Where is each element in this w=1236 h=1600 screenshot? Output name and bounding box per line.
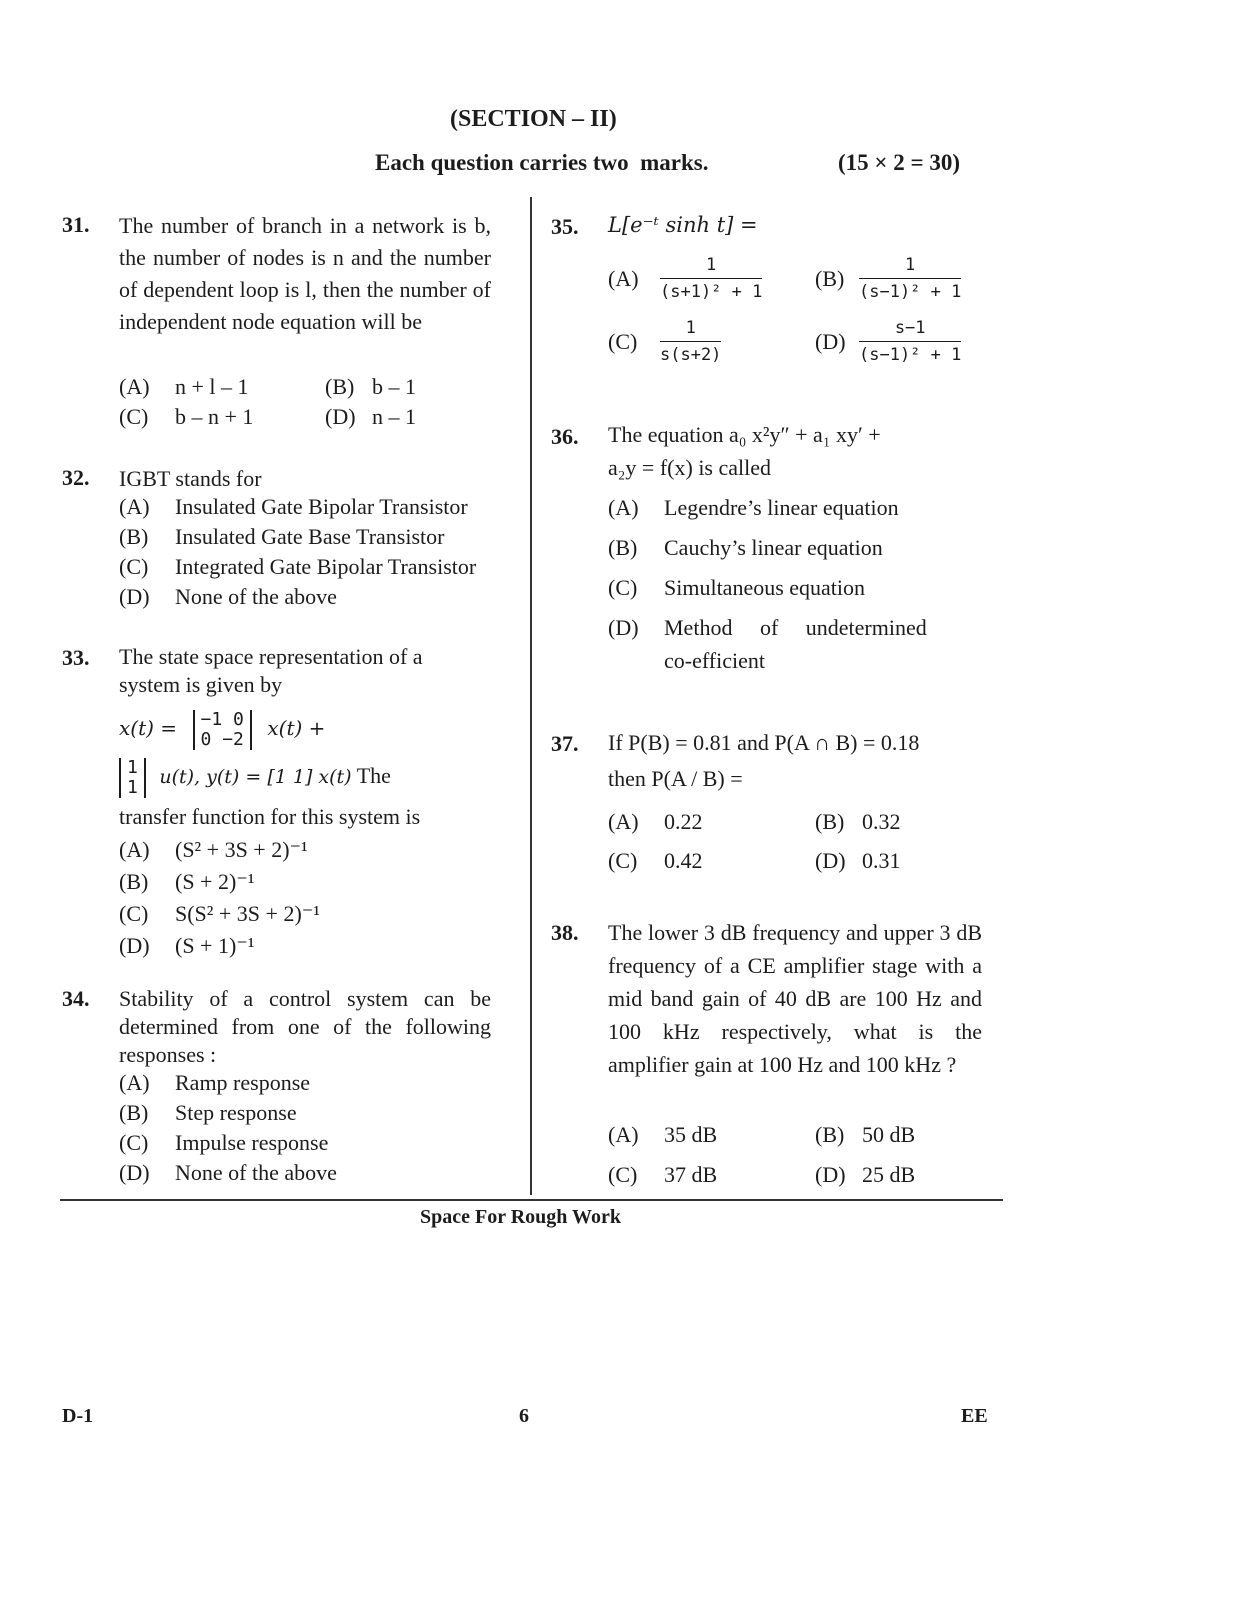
option-d[interactable]: (D) (S + 1)⁻¹ <box>119 933 255 958</box>
option-a[interactable]: (A) Ramp response <box>119 1070 311 1095</box>
rough-work-divider <box>60 1199 1003 1201</box>
option-d[interactable]: (D) None of the above <box>119 584 337 609</box>
state-equation-line1 <box>119 710 325 750</box>
option-d[interactable]: (D) 0.31 <box>815 848 901 873</box>
question-text-line1: The equation a₀ x²y″ + a₁ xy′ + <box>608 422 881 447</box>
footer-code: D-1 <box>62 1405 94 1427</box>
option-a[interactable]: (A) 35 dB <box>608 1122 718 1147</box>
option-b[interactable]: (B) Cauchy’s linear equation <box>608 535 883 560</box>
option-c[interactable]: (C) S(S² + 3S + 2)⁻¹ <box>119 901 320 926</box>
option-a[interactable]: (A) Insulated Gate Bipolar Transistor <box>119 494 468 519</box>
option-b[interactable]: (B) (S + 2)⁻¹ <box>119 869 255 894</box>
page-number: 6 <box>519 1405 529 1427</box>
question-number: 38. <box>551 920 579 945</box>
option-a[interactable]: (A) $\frac{1}{\text{(s+1)² + 1}}$ <box>608 255 763 302</box>
question-number: 32. <box>62 465 90 490</box>
option-b[interactable]: (B) Insulated Gate Base Transistor <box>119 524 445 549</box>
question-text-line2: then P(A / B) = <box>608 766 743 791</box>
option-d[interactable]: (D) 25 dB <box>815 1162 916 1187</box>
footer-subject: EE <box>961 1405 988 1427</box>
option-b[interactable]: (B) b – 1 <box>325 374 416 399</box>
option-d[interactable]: (D) n – 1 <box>325 404 416 429</box>
option-d[interactable]: (D) Method of undetermined <box>608 615 927 640</box>
instruction-text: Each question carries two marks. <box>375 150 709 175</box>
matrix-a: −1 0 0 −2 <box>193 710 252 750</box>
state-equation-line2 <box>119 758 391 798</box>
question-text: Stability of a control system can be determined from one of the following responses : <box>119 986 491 1067</box>
question-number: 35. <box>551 214 579 239</box>
rough-work-label: Space For Rough Work <box>420 1206 621 1228</box>
question-text: The number of branch in a network is b, the number of nodes is n and the number of dependent loop is l, then the number of independent node equation will be <box>119 213 491 334</box>
option-c[interactable]: (C) Simultaneous equation <box>608 575 866 600</box>
question-number: 37. <box>551 731 579 756</box>
question-text: L[e⁻ᵗ sinh t] = <box>608 213 758 237</box>
option-b[interactable]: (B) $\frac{1}{\text{(s−1)² + 1}}$ <box>815 255 962 302</box>
question-text: The state space representation of a system is given by <box>119 644 423 697</box>
option-d[interactable]: (D) None of the above <box>119 1160 337 1185</box>
option-a[interactable]: (A) (S² + 3S + 2)⁻¹ <box>119 837 308 862</box>
option-a[interactable]: (A) Legendre’s linear equation <box>608 495 899 520</box>
option-b[interactable]: (B) 0.32 <box>815 809 901 834</box>
question-number: 34. <box>62 986 90 1011</box>
option-d-continued: co-efficient <box>664 648 765 673</box>
marks-text: (15 × 2 = 30) <box>838 150 961 175</box>
option-a[interactable]: (A) 0.22 <box>608 809 703 834</box>
option-c[interactable]: (C) 37 dB <box>608 1162 718 1187</box>
option-c[interactable]: (C) 0.42 <box>608 848 703 873</box>
option-c[interactable]: (C) $\frac{1}{s(s+2)}$ <box>608 318 722 365</box>
question-text: IGBT stands for <box>119 466 262 491</box>
question-text-tail: transfer function for this system is <box>119 804 421 829</box>
matrix-b: 1 1 <box>119 758 146 798</box>
column-divider <box>530 197 532 1195</box>
question-text-line1: If P(B) = 0.81 and P(A ∩ B) = 0.18 <box>608 730 920 755</box>
option-c[interactable]: (C) b – n + 1 <box>119 404 254 429</box>
option-a[interactable]: (A) n + l – 1 <box>119 374 249 399</box>
option-c[interactable]: (C) Integrated Gate Bipolar Transistor <box>119 554 477 579</box>
text-after-equation: The <box>356 763 391 789</box>
question-number: 31. <box>62 212 90 237</box>
question-number: 36. <box>551 424 579 449</box>
option-b[interactable]: (B) 50 dB <box>815 1122 916 1147</box>
equation-rest: u(t), y(t) = [1 1] x(t) <box>159 766 352 789</box>
section-title: (SECTION – II) <box>450 106 617 132</box>
question-text-line2: a₂y = f(x) is called <box>608 455 772 480</box>
option-d[interactable]: (D) $\frac{s-1}{\text{(s−1)² + 1}}$ <box>815 318 962 365</box>
option-c[interactable]: (C) Impulse response <box>119 1130 329 1155</box>
option-b[interactable]: (B) Step response <box>119 1100 297 1125</box>
equation-middle: x(t) + <box>267 716 326 741</box>
question-number: 33. <box>62 645 90 670</box>
equation-lhs: x(t) = <box>119 716 178 741</box>
question-text: The lower 3 dB frequency and upper 3 dB frequency of a CE amplifier stage with a mid band gain of 40 dB are 100 Hz and 100 kHz respectively, what is the amplifier gain at 100 Hz and 100 kHz ? <box>608 920 982 1077</box>
